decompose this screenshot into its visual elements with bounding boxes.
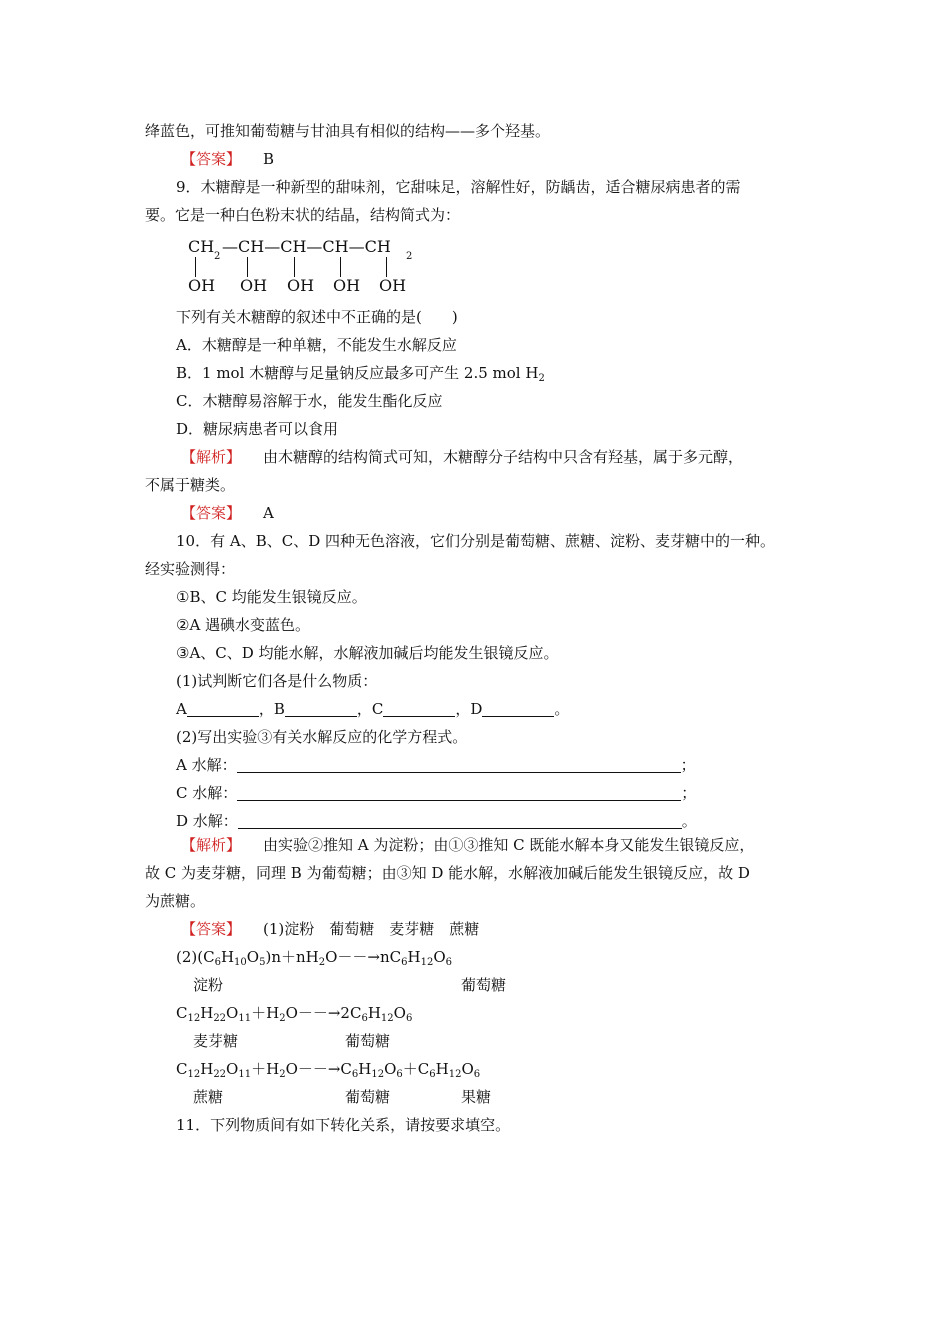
oh-2: OH	[240, 276, 268, 295]
eq-part: H	[367, 1004, 381, 1022]
eq-part: O	[226, 1004, 239, 1022]
eq3-label-glucose: 葡萄糖	[345, 1088, 391, 1106]
eq-part: H	[358, 1060, 372, 1078]
oh-4: OH	[333, 276, 361, 295]
eq-sub: 12	[420, 957, 434, 968]
q10-analysis-text: 由实验②推知 A 为淀粉；由①③推知 C 既能水解本身又能发生银镜反应，	[263, 836, 755, 854]
eq-part: H	[200, 1060, 214, 1078]
eq-sub: 6	[473, 1069, 481, 1080]
oh-1: OH	[188, 276, 216, 295]
eq-sub: 6	[361, 1013, 368, 1024]
q10-analysis-line3: 为蔗糖。	[145, 892, 206, 910]
eq-part: (2)(C	[176, 948, 215, 966]
hyd-a-blank[interactable]	[237, 757, 681, 773]
eq-sub: 6	[396, 1069, 403, 1080]
eq-part: H	[407, 948, 421, 966]
eq-part: O	[384, 1060, 397, 1078]
hyd-c-label: C 水解：	[176, 784, 238, 802]
q9-option-a: A．木糖醇是一种单糖，不能发生水解反应	[176, 336, 457, 354]
semicolon: ；	[680, 756, 696, 774]
eq-sub: 6	[401, 957, 408, 968]
q10-item3: ③A、C、D 均能水解，水解液加碱后均能发生银镜反应。	[176, 644, 559, 662]
q9-option-b	[176, 363, 545, 383]
eq-sub: 2	[279, 1069, 286, 1080]
analysis-tag: 【解析】	[181, 448, 242, 466]
equation-starch	[176, 947, 452, 967]
fill-end: 。	[554, 700, 570, 718]
eq3-label-sucrose: 蔗糖	[193, 1088, 224, 1106]
eq-sub: 11	[238, 1013, 252, 1024]
eq-part: O－－→nC	[325, 948, 402, 966]
bond-5	[386, 257, 387, 277]
eq-sub: 10	[234, 957, 247, 968]
fill-a-blank[interactable]	[187, 701, 259, 717]
eq-part: O	[461, 1060, 474, 1078]
q9-option-c: C．木糖醇易溶解于水，能发生酯化反应	[176, 392, 443, 410]
eq-part: )n＋nH	[265, 948, 319, 966]
eq-sub: 6	[214, 957, 221, 968]
q10-hydrolysis-c	[176, 783, 696, 803]
fill-d-blank[interactable]	[482, 701, 554, 717]
eq-part: ＋H	[251, 1004, 280, 1022]
eq-sub: 6	[429, 1069, 436, 1080]
q10-sub2: (2)写出实验③有关水解反应的化学方程式。	[176, 728, 468, 746]
q9-stem-line1: 9．木糖醇是一种新型的甜味剂，它甜味足，溶解性好，防龋齿，适合糖尿病患者的需	[176, 178, 741, 196]
q10-answer-line	[181, 919, 479, 939]
q10-hydrolysis-d	[176, 811, 697, 831]
q9-option-b-sub: 2	[538, 373, 545, 384]
q9-stem-line2: 要。它是一种白色粉末状的结晶，结构简式为：	[145, 206, 461, 224]
eq-sub: 6	[351, 1069, 359, 1080]
oh-5: OH	[379, 276, 407, 295]
oh-3: OH	[287, 276, 315, 295]
fill-c-blank[interactable]	[383, 701, 455, 717]
hyd-c-blank[interactable]	[237, 785, 681, 801]
eq-sub: 2	[318, 957, 326, 968]
q9-analysis-line2: 不属于糖类。	[145, 476, 236, 494]
q9-answer-line	[181, 503, 274, 523]
fill-b-label: ，B	[258, 700, 285, 718]
eq-part: O	[226, 1060, 239, 1078]
eq-sub: 12	[448, 1069, 462, 1080]
eq-sub: 5	[259, 957, 266, 968]
fill-c-label: ，C	[356, 700, 384, 718]
eq-part: H	[220, 948, 235, 966]
q10-stem-line1: 10．有 A、B、C、D 四种无色溶液，它们分别是葡萄糖、蔗糖、淀粉、麦芽糖中的一种。	[176, 532, 775, 550]
answer-tag: 【答案】	[181, 150, 242, 168]
q8-tail-text: 绛蓝色，可推知葡萄糖与甘油具有相似的结构——多个羟基。	[145, 122, 551, 140]
q10-fill-line	[176, 699, 569, 719]
q9-analysis-text: 由木糖醇的结构简式可知，木糖醇分子结构中只含有羟基，属于多元醇，	[263, 448, 744, 466]
q10-answer: (1)淀粉 葡萄糖 麦芽糖 蔗糖	[263, 920, 480, 938]
eq-part: ＋C	[402, 1060, 430, 1078]
eq-sub: 6	[445, 957, 453, 968]
eq-sub: 12	[380, 1013, 394, 1024]
q10-stem-line2: 经实验测得：	[145, 560, 236, 578]
eq1-label-starch: 淀粉	[193, 976, 224, 994]
q10-hydrolysis-a	[176, 755, 696, 775]
hyd-a-label: A 水解：	[176, 756, 237, 774]
structure-sub-left: 2	[214, 251, 221, 262]
q9-option-d: D．糖尿病患者可以食用	[176, 420, 339, 438]
eq-sub: 12	[187, 1069, 201, 1080]
bond-4	[340, 257, 341, 277]
hyd-d-blank[interactable]	[238, 813, 682, 829]
period: 。	[681, 812, 697, 830]
eq-sub: 6	[405, 1013, 413, 1024]
answer-tag: 【答案】	[181, 920, 242, 938]
eq3-label-fructose: 果糖	[461, 1088, 492, 1106]
analysis-tag: 【解析】	[181, 836, 242, 854]
eq-sub: 22	[213, 1069, 227, 1080]
structure-chain: —CH—CH—CH—CH	[222, 237, 391, 256]
eq1-label-glucose: 葡萄糖	[461, 976, 507, 994]
structure-sub-right: 2	[406, 251, 413, 262]
hyd-d-label: D 水解：	[176, 812, 238, 830]
q10-analysis-line2: 故 C 为麦芽糖，同理 B 为葡萄糖；由③知 D 能水解，水解液加碱后能发生银镜反应，故 D	[145, 864, 750, 882]
eq-part: O	[433, 948, 446, 966]
fill-b-blank[interactable]	[285, 701, 357, 717]
eq-sub: 2	[279, 1013, 286, 1024]
answer-tag: 【答案】	[181, 504, 242, 522]
fill-a-label: A	[176, 700, 187, 718]
eq-sub: 12	[371, 1069, 385, 1080]
eq-part: O	[246, 948, 260, 966]
q9-question: 下列有关木糖醇的叙述中不正确的是( )	[176, 308, 458, 326]
semicolon: ；	[681, 784, 697, 802]
eq2-label-maltose: 麦芽糖	[193, 1032, 239, 1050]
bond-1	[195, 257, 196, 277]
q8-answer: B	[263, 150, 275, 168]
bond-2	[247, 257, 248, 277]
eq-sub: 11	[238, 1069, 252, 1080]
q9-option-b-text: B．1 mol 木糖醇与足量钠反应最多可产生 2.5 mol H	[176, 364, 539, 382]
q9-answer: A	[263, 504, 274, 522]
eq2-label-glucose: 葡萄糖	[345, 1032, 391, 1050]
q10-sub1: (1)试判断它们各是什么物质：	[176, 672, 378, 690]
eq-part: C	[176, 1060, 188, 1078]
eq-sub: 12	[187, 1013, 201, 1024]
eq-part: O－－→C	[285, 1060, 352, 1078]
bond-3	[294, 257, 295, 277]
eq-part: ＋H	[251, 1060, 280, 1078]
eq-part: O－－→2C	[285, 1004, 362, 1022]
structure-ch2-left: CH	[188, 237, 215, 256]
equation-maltose	[176, 1003, 412, 1023]
q10-analysis-line1	[181, 835, 754, 855]
eq-part: C	[176, 1004, 188, 1022]
eq-part: O	[393, 1004, 406, 1022]
equation-sucrose	[176, 1059, 480, 1079]
q11-stem: 11．下列物质间有如下转化关系，请按要求填空。	[176, 1116, 511, 1134]
q8-answer-line	[181, 149, 274, 169]
eq-sub: 22	[213, 1013, 227, 1024]
fill-d-label: ，D	[455, 700, 483, 718]
eq-part: H	[435, 1060, 449, 1078]
q9-analysis-line1	[181, 447, 743, 467]
q10-item2: ②A 遇碘水变蓝色。	[176, 616, 311, 634]
q10-item1: ①B、C 均能发生银镜反应。	[176, 588, 367, 606]
eq-part: H	[200, 1004, 214, 1022]
